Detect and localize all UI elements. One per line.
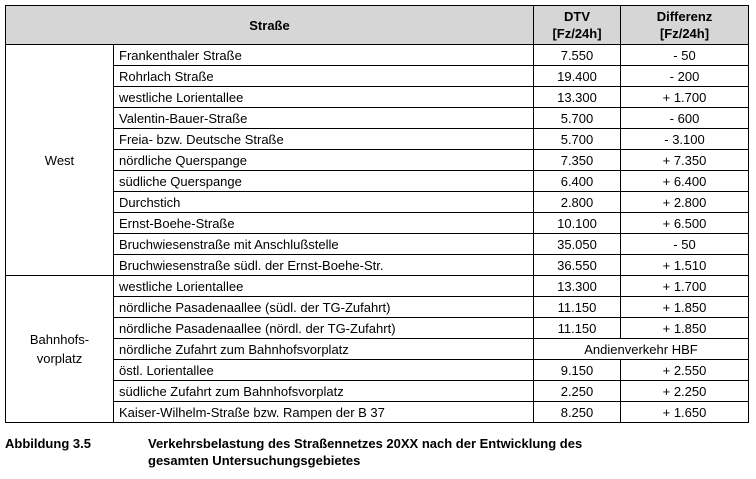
difference-cell: - 50	[621, 45, 749, 66]
street-cell: westliche Lorientallee	[114, 87, 534, 108]
header-street: Straße	[6, 6, 534, 45]
table-row	[6, 381, 749, 402]
dtv-cell: 2.250	[534, 381, 621, 402]
group-label-line: vorplatz	[36, 351, 83, 366]
table-row	[6, 339, 749, 360]
dtv-cell: 6.400	[534, 171, 621, 192]
difference-cell: - 600	[621, 108, 749, 129]
dtv-cell: 36.550	[534, 255, 621, 276]
table-row	[6, 45, 749, 66]
difference-cell: - 3.100	[621, 129, 749, 150]
difference-cell: + 1.850	[621, 297, 749, 318]
table-row	[6, 255, 749, 276]
street-cell: Frankenthaler Straße	[114, 45, 534, 66]
difference-cell: + 7.350	[621, 150, 749, 171]
street-cell: Kaiser-Wilhelm-Straße bzw. Rampen der B 37	[114, 402, 534, 423]
header-diff-label: Differenz	[656, 9, 713, 24]
table-row	[6, 276, 749, 297]
caption-line-1: Verkehrsbelastung des Straßennetzes 20XX nach der Entwicklung des	[148, 436, 583, 451]
difference-cell: + 2.250	[621, 381, 749, 402]
dtv-cell: 13.300	[534, 87, 621, 108]
table-row	[6, 171, 749, 192]
table-body	[6, 45, 749, 423]
table-row	[6, 297, 749, 318]
caption-label: Abbildung 3.5	[5, 436, 91, 451]
street-cell: Rohrlach Straße	[114, 66, 534, 87]
dtv-cell: 5.700	[534, 108, 621, 129]
table-row	[6, 129, 749, 150]
dtv-cell: 11.150	[534, 318, 621, 339]
header-diff-unit: [Fz/24h]	[659, 26, 710, 41]
table-row	[6, 402, 749, 423]
street-cell: Durchstich	[114, 192, 534, 213]
street-cell: südliche Zufahrt zum Bahnhofsvorplatz	[114, 381, 534, 402]
street-cell: Ernst-Boehe-Straße	[114, 213, 534, 234]
street-cell: nördliche Zufahrt zum Bahnhofsvorplatz	[114, 339, 534, 360]
dtv-cell: 8.250	[534, 402, 621, 423]
header-dtv-unit: [Fz/24h]	[552, 26, 602, 41]
group-label-line: Bahnhofs-	[29, 332, 90, 347]
difference-cell: + 1.510	[621, 255, 749, 276]
table-header-row	[6, 6, 749, 45]
header-dtv-label: DTV	[564, 9, 590, 24]
street-cell: östl. Lorientallee	[114, 360, 534, 381]
table-row	[6, 318, 749, 339]
group-label	[6, 276, 114, 423]
difference-cell: + 1.700	[621, 87, 749, 108]
street-cell: westliche Lorientallee	[114, 276, 534, 297]
difference-cell: + 1.650	[621, 402, 749, 423]
merged-value-cell: Andienverkehr HBF	[534, 339, 749, 360]
header-dtv	[534, 6, 621, 45]
group-label	[6, 45, 114, 276]
street-cell: Bruchwiesenstraße mit Anschlußstelle	[114, 234, 534, 255]
caption-line-2: gesamten Untersuchungsgebietes	[148, 453, 361, 468]
dtv-cell: 11.150	[534, 297, 621, 318]
group-label-line: West	[44, 152, 75, 168]
caption-text	[148, 435, 738, 469]
street-cell: südliche Querspange	[114, 171, 534, 192]
dtv-cell: 7.350	[534, 150, 621, 171]
table-row	[6, 360, 749, 381]
dtv-cell: 5.700	[534, 129, 621, 150]
street-cell: nördliche Pasadenaallee (südl. der TG-Zufahrt)	[114, 297, 534, 318]
table-row	[6, 150, 749, 171]
difference-cell: + 6.400	[621, 171, 749, 192]
street-cell: Valentin-Bauer-Straße	[114, 108, 534, 129]
street-cell: Bruchwiesenstraße südl. der Ernst-Boehe-Str.	[114, 255, 534, 276]
difference-cell: - 200	[621, 66, 749, 87]
difference-cell: + 2.550	[621, 360, 749, 381]
dtv-cell: 9.150	[534, 360, 621, 381]
difference-cell: + 1.850	[621, 318, 749, 339]
traffic-table-container	[5, 5, 748, 423]
dtv-cell: 13.300	[534, 276, 621, 297]
dtv-cell: 35.050	[534, 234, 621, 255]
dtv-cell: 19.400	[534, 66, 621, 87]
traffic-volume-table	[5, 5, 749, 423]
street-cell: nördliche Querspange	[114, 150, 534, 171]
street-cell: nördliche Pasadenaallee (nördl. der TG-Zufahrt)	[114, 318, 534, 339]
header-difference	[621, 6, 749, 45]
dtv-cell: 7.550	[534, 45, 621, 66]
table-row	[6, 192, 749, 213]
table-row	[6, 234, 749, 255]
difference-cell: + 1.700	[621, 276, 749, 297]
table-row	[6, 213, 749, 234]
street-cell: Freia- bzw. Deutsche Straße	[114, 129, 534, 150]
table-row	[6, 87, 749, 108]
difference-cell: + 2.800	[621, 192, 749, 213]
difference-cell: - 50	[621, 234, 749, 255]
table-row	[6, 108, 749, 129]
dtv-cell: 10.100	[534, 213, 621, 234]
dtv-cell: 2.800	[534, 192, 621, 213]
difference-cell: + 6.500	[621, 213, 749, 234]
table-row	[6, 66, 749, 87]
